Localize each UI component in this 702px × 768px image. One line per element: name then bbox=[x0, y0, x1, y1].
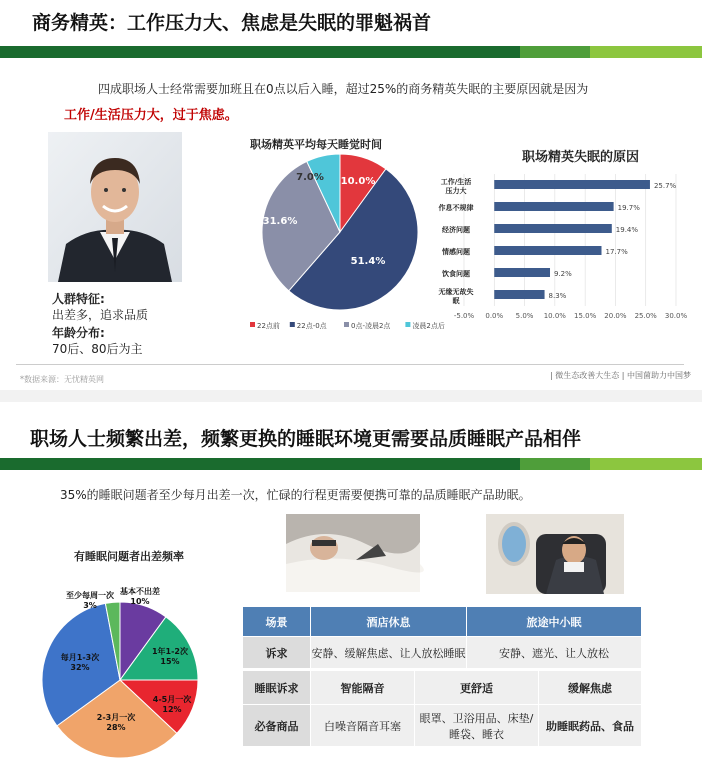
bar1-category-label: 眠 bbox=[452, 297, 460, 305]
scenario-table bbox=[242, 606, 642, 669]
bar1-bar bbox=[494, 180, 650, 189]
table-cell: 缓解焦虑 bbox=[539, 671, 642, 705]
bar1-tick-label: 5.0% bbox=[515, 312, 534, 320]
table-row-label: 诉求 bbox=[243, 637, 311, 669]
table-row bbox=[243, 671, 642, 705]
pie2-category-label: 1年1-2次 bbox=[151, 647, 189, 656]
table-header-scene: 场景 bbox=[243, 607, 311, 637]
section1-footer-slogan: | 微生态改善大生态 | 中国菌助力中国梦 bbox=[550, 371, 692, 380]
bar1-bar bbox=[494, 224, 612, 233]
profile-age-label: 年龄分布: bbox=[52, 326, 105, 340]
section2-intro: 35%的睡眠问题者至少每月出差一次，忙碌的行程更需要便携可靠的品质睡眠产品助眠。 bbox=[60, 488, 531, 502]
profile-trait-value: 出差多，追求品质 bbox=[52, 308, 149, 322]
section1-source: *数据来源：无忧精英网 bbox=[20, 375, 104, 384]
table-row bbox=[243, 705, 642, 747]
bar1-data-label: 8.3% bbox=[548, 292, 567, 300]
profile-age-value: 70后、80后为主 bbox=[52, 342, 143, 356]
section1-title: 商务精英：工作压力大、焦虑是失眠的罪魁祸首 bbox=[32, 12, 432, 34]
section1-intro-highlight: 工作/生活压力大，过于焦虑。 bbox=[64, 108, 238, 123]
table-cell: 助睡眠药品、食品 bbox=[539, 705, 642, 747]
pie1-data-label: 51.4% bbox=[350, 256, 386, 267]
table-row bbox=[243, 637, 642, 669]
pie2-data-label: 15% bbox=[160, 657, 180, 666]
section1-intro: 四成职场人士经常需要加班且在0点以后入睡，超过25%的商务精英失眠的主要原因就是因为 bbox=[98, 82, 589, 96]
pie2-data-label: 10% bbox=[130, 597, 150, 606]
pie1-legend-swatch bbox=[344, 322, 349, 327]
table-cell: 眼罩、卫浴用品、床垫/睡袋、睡衣 bbox=[415, 705, 539, 747]
bar1-category-label: 作息不规律 bbox=[438, 204, 474, 212]
bar1-category-label: 工作/生活 bbox=[440, 178, 472, 186]
pie2-chart bbox=[20, 570, 240, 760]
table-cell: 智能隔音 bbox=[311, 671, 415, 705]
table-row-label: 睡眠诉求 bbox=[243, 671, 311, 705]
bar1-category-label: 压力大 bbox=[445, 187, 467, 195]
pie2-data-label: 12% bbox=[162, 705, 182, 714]
section-gap bbox=[0, 390, 702, 402]
pie1-legend-label: 22点-0点 bbox=[296, 322, 327, 330]
bar1-category-label: 经济问题 bbox=[442, 226, 470, 234]
bar1-bar bbox=[494, 246, 601, 255]
table-cell: 更舒适 bbox=[415, 671, 539, 705]
pie2-category-label: 2-3月一次 bbox=[96, 713, 136, 722]
bar1-data-label: 19.7% bbox=[617, 204, 640, 212]
section1-footer-line bbox=[16, 364, 684, 365]
pie1-data-label: 31.6% bbox=[262, 216, 298, 227]
bar1-tick-label: 15.0% bbox=[574, 312, 597, 320]
section2-divider bbox=[0, 458, 702, 470]
pie2-data-label: 32% bbox=[70, 663, 90, 672]
pie2-category-label: 至少每周一次 bbox=[66, 591, 114, 600]
bar1-tick-label: 25.0% bbox=[634, 312, 657, 320]
bar1-data-label: 25.7% bbox=[653, 182, 677, 190]
table-row-label: 必备商品 bbox=[243, 705, 311, 747]
hotel-sleep-photo bbox=[286, 514, 420, 592]
pie1-data-label: 10.0% bbox=[340, 176, 376, 187]
table-cell: 白噪音隔音耳塞 bbox=[311, 705, 415, 747]
bar1-data-label: 19.4% bbox=[615, 226, 639, 234]
bar1-data-label: 17.7% bbox=[605, 248, 628, 256]
section2-title: 职场人士频繁出差，频繁更换的睡眠环境更需要品质睡眠产品相伴 bbox=[30, 428, 582, 450]
bar1-tick-label: 0.0% bbox=[485, 312, 504, 320]
pie2-category-label: 4-5月一次 bbox=[152, 695, 192, 704]
pie1-legend-label: 凌晨2点后 bbox=[412, 322, 445, 330]
bar1-tick-label: 10.0% bbox=[543, 312, 566, 320]
bar1-bar bbox=[494, 290, 544, 299]
pie2-data-label: 28% bbox=[106, 723, 126, 732]
bar1-chart bbox=[420, 168, 690, 318]
bar1-tick-label: 30.0% bbox=[664, 312, 688, 320]
airplane-sleep-photo bbox=[486, 514, 624, 594]
pie1-legend-swatch bbox=[290, 322, 295, 327]
bar1-bar bbox=[494, 202, 613, 211]
pie1-legend-label: 22点前 bbox=[257, 322, 280, 330]
bar1-tick-label: -5.0% bbox=[453, 312, 475, 320]
table-cell: 安静、遮光、让人放松 bbox=[467, 637, 642, 669]
pie1-legend-swatch bbox=[250, 322, 255, 327]
table-cell: 安静、缓解焦虑、让人放松睡眠 bbox=[311, 637, 467, 669]
bar1-title: 职场精英失眠的原因 bbox=[522, 150, 640, 165]
bar1-category-label: 情感问题 bbox=[442, 248, 470, 256]
bar1-data-label: 9.2% bbox=[554, 270, 572, 278]
bar1-category-label: 无缘无故失 bbox=[438, 288, 474, 296]
pie1-legend-label: 0点-凌晨2点 bbox=[351, 322, 391, 330]
pie1-title: 职场精英平均每天睡觉时间 bbox=[250, 138, 382, 151]
pie2-category-label: 每月1-3次 bbox=[60, 653, 100, 662]
scenario-table-lower bbox=[242, 670, 642, 747]
businessman-photo bbox=[48, 132, 182, 282]
pie1-data-label: 7.0% bbox=[296, 172, 324, 183]
bar1-bar bbox=[494, 268, 550, 277]
profile-trait-label: 人群特征: bbox=[52, 292, 105, 306]
pie2-title: 有睡眠问题者出差频率 bbox=[74, 550, 184, 563]
table-header-hotel: 酒店休息 bbox=[311, 607, 467, 637]
pie1-legend-swatch bbox=[405, 322, 410, 327]
table-header-travel: 旅途中小眠 bbox=[467, 607, 642, 637]
pie1-chart bbox=[240, 150, 445, 340]
pie2-category-label: 基本不出差 bbox=[120, 587, 160, 596]
pie2-data-label: 3% bbox=[83, 601, 97, 610]
section1-divider bbox=[0, 46, 702, 58]
bar1-category-label: 饮食问题 bbox=[442, 270, 470, 278]
bar1-tick-label: 20.0% bbox=[604, 312, 627, 320]
